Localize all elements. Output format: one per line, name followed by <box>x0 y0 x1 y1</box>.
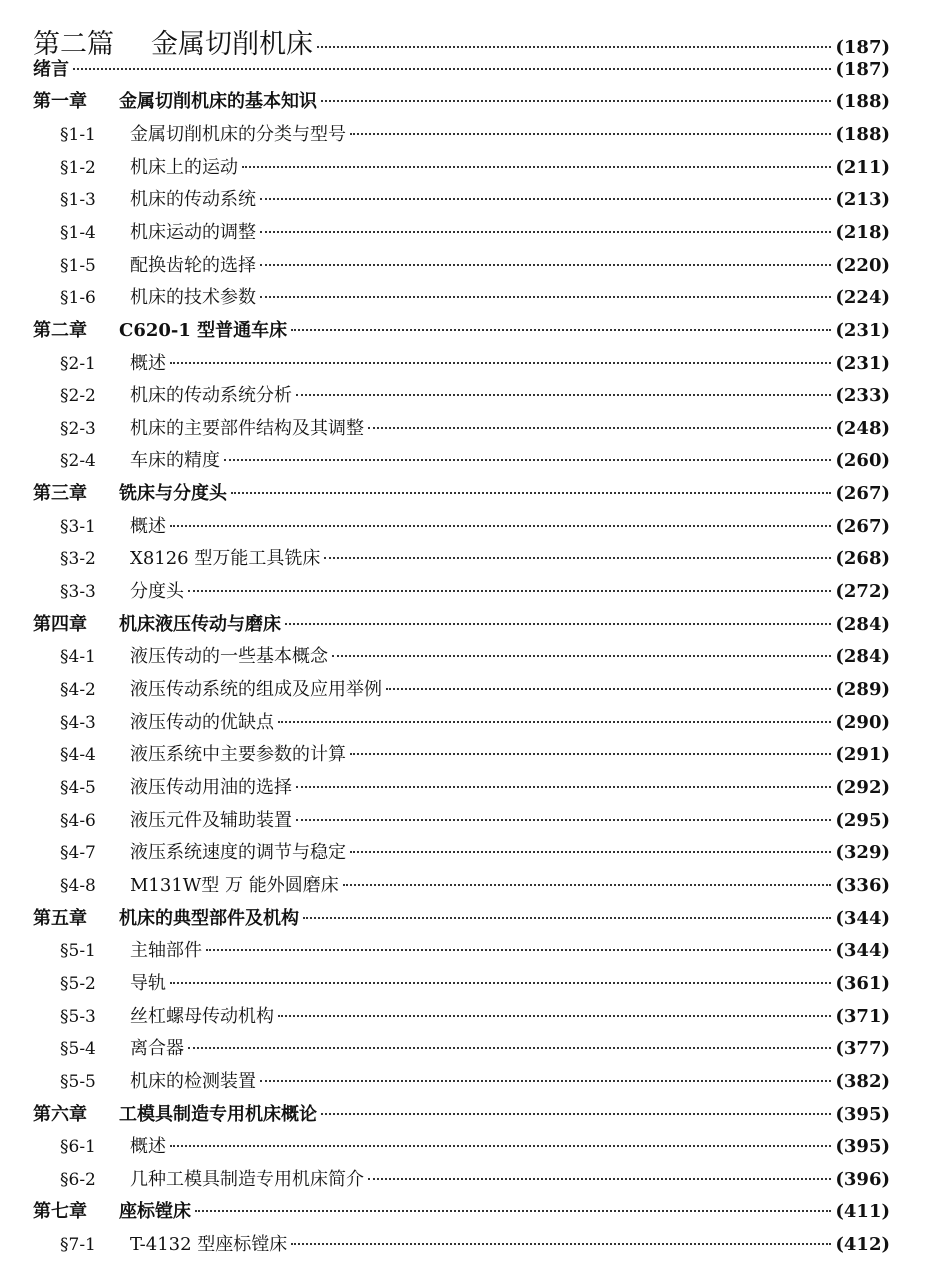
toc-entry-section <box>0 1067 928 1093</box>
toc-entry-chapter <box>0 1100 928 1126</box>
entry-page-number: (396) <box>835 1168 890 1190</box>
entry-number: §2-3 <box>60 418 96 439</box>
entry-page-number: (268) <box>835 548 890 570</box>
entry-number: §5-3 <box>60 1006 96 1027</box>
entry-number: 第二章 <box>33 319 87 341</box>
entry-page-number: (412) <box>835 1234 890 1255</box>
entry-title: T-4132 型座标镗床 <box>130 1234 288 1255</box>
entry-page-number: (284) <box>835 646 890 668</box>
entry-title: 几种工模具制造专用机床简介 <box>130 1168 364 1190</box>
entry-title: 液压传动系统的组成及应用举例 <box>130 679 382 700</box>
toc-entry-section <box>0 1034 928 1060</box>
entry-page-number: (231) <box>835 319 890 341</box>
toc-entry-chapter <box>0 87 928 113</box>
entry-number: §5-4 <box>60 1039 96 1060</box>
entry-title: 丝杠螺母传动机构 <box>130 1005 274 1027</box>
entry-number: §1-2 <box>60 157 96 178</box>
toc-entry-section <box>0 838 928 864</box>
toc-entry-section <box>0 1230 928 1256</box>
entry-title: 导轨 <box>130 972 166 994</box>
entry-number: §6-2 <box>60 1169 96 1190</box>
entry-page-number: (213) <box>835 189 890 211</box>
toc-entry-section <box>0 283 928 309</box>
entry-title: 分度头 <box>130 581 184 602</box>
entry-title: 机床液压传动与磨床 <box>119 613 281 635</box>
entry-number: §3-3 <box>60 582 96 602</box>
entry-title: 工模具制造专用机床概论 <box>119 1103 317 1125</box>
toc-entry-section <box>0 773 928 799</box>
entry-title: C620-1 型普通车床 <box>119 319 288 341</box>
entry-title: 概述 <box>130 515 166 537</box>
dot-leader <box>170 964 831 984</box>
dot-leader <box>343 866 832 886</box>
entry-title: 液压传动用油的选择 <box>130 776 292 798</box>
dot-leader <box>278 997 831 1017</box>
entry-page-number: (361) <box>835 972 890 994</box>
entry-number: §2-2 <box>60 386 96 407</box>
toc-entry-section <box>0 740 928 766</box>
entry-page-number: (284) <box>835 613 890 635</box>
entry-page-number: (395) <box>835 1103 890 1125</box>
entry-title: 机床运动的调整 <box>130 221 256 243</box>
entry-title: 金属切削机床的基本知识 <box>119 91 317 113</box>
dot-leader <box>278 703 831 723</box>
dot-leader <box>260 278 831 298</box>
entry-number: 第四章 <box>33 613 87 635</box>
entry-number: §5-2 <box>60 973 96 994</box>
toc-entry-section <box>0 577 928 603</box>
entry-number: §4-5 <box>60 777 96 798</box>
dot-leader <box>291 311 831 331</box>
dot-leader <box>303 899 831 919</box>
entry-number: 第六章 <box>33 1103 87 1125</box>
entry-page-number: (211) <box>835 156 890 178</box>
entry-number: §4-2 <box>60 680 96 700</box>
entry-page-number: (260) <box>835 450 890 472</box>
toc-entry-section <box>0 185 928 211</box>
dot-leader <box>73 50 831 70</box>
toc-entry-section <box>0 1165 928 1191</box>
toc-entry-section <box>0 349 928 375</box>
toc-entry-section <box>0 381 928 407</box>
toc-entry-chapter <box>0 55 928 81</box>
dot-leader <box>206 931 831 951</box>
entry-number: §4-6 <box>60 810 96 831</box>
entry-title: 液压传动的一些基本概念 <box>130 646 328 668</box>
entry-page-number: (231) <box>835 352 890 374</box>
toc-entry-section <box>0 642 928 668</box>
entry-number: §1-6 <box>60 288 96 309</box>
entry-number: §4-8 <box>60 875 96 896</box>
entry-page-number: (224) <box>835 287 890 309</box>
entry-page-number: (292) <box>835 776 890 798</box>
entry-number: §2-4 <box>60 451 96 472</box>
dot-leader <box>231 474 831 494</box>
dot-leader <box>195 1192 831 1212</box>
toc-entry-chapter <box>0 610 928 636</box>
entry-page-number: (272) <box>835 581 890 602</box>
dot-leader <box>296 376 831 396</box>
dot-leader <box>188 1029 831 1049</box>
dot-leader <box>324 539 831 559</box>
toc-entry-section <box>0 153 928 179</box>
entry-title: 车床的精度 <box>130 450 220 472</box>
entry-page-number: (188) <box>835 91 890 113</box>
entry-number: §1-1 <box>60 124 96 145</box>
entry-title: M131W型 万 能外圆磨床 <box>130 874 339 896</box>
toc-entry-chapter <box>0 1197 928 1223</box>
entry-title: 主轴部件 <box>130 940 202 962</box>
dot-leader <box>317 19 831 48</box>
dot-leader <box>350 115 831 135</box>
entry-page-number: (267) <box>835 483 890 505</box>
dot-leader <box>291 1225 831 1245</box>
dot-leader <box>368 1160 831 1180</box>
entry-title: 配换齿轮的选择 <box>130 254 256 276</box>
entry-page-number: (187) <box>835 58 890 80</box>
entry-title: 绪言 <box>33 58 69 80</box>
entry-title: 座标镗床 <box>119 1201 191 1223</box>
entry-page-number: (336) <box>835 874 890 896</box>
entry-title: 离合器 <box>130 1038 184 1060</box>
toc-entry-section <box>0 251 928 277</box>
entry-number: §1-3 <box>60 190 96 211</box>
entry-page-number: (411) <box>835 1201 890 1223</box>
entry-title: 机床的典型部件及机构 <box>119 907 299 929</box>
dot-leader <box>260 180 831 200</box>
entry-title: 机床的传动系统分析 <box>130 385 292 407</box>
entry-title: 机床上的运动 <box>130 156 238 178</box>
entry-number: §4-1 <box>60 647 96 668</box>
toc-entry-section <box>0 806 928 832</box>
entry-number: §3-2 <box>60 549 96 570</box>
entry-number: 第三章 <box>33 483 87 505</box>
entry-page-number: (377) <box>835 1038 890 1060</box>
dot-leader <box>386 670 831 690</box>
toc-entry-section <box>0 675 928 701</box>
dot-leader <box>321 1095 831 1115</box>
entry-number: §4-4 <box>60 745 96 766</box>
entry-title: 铣床与分度头 <box>119 483 227 505</box>
toc-entry-chapter <box>0 479 928 505</box>
entry-page-number: (289) <box>835 679 890 700</box>
entry-page-number: (371) <box>835 1005 890 1027</box>
dot-leader <box>188 572 831 592</box>
toc-entry-section <box>0 218 928 244</box>
dot-leader <box>296 768 831 788</box>
toc-entry-section <box>0 1132 928 1158</box>
entry-page-number: (187) <box>835 37 890 58</box>
entry-page-number: (382) <box>835 1070 890 1092</box>
entry-title: 液压系统速度的调节与稳定 <box>130 842 346 864</box>
dot-leader <box>170 344 831 364</box>
entry-number: §7-1 <box>60 1235 96 1255</box>
entry-number: §3-1 <box>60 516 96 537</box>
toc-entry-section <box>0 708 928 734</box>
entry-number: §1-4 <box>60 222 96 243</box>
entry-title: 液压传动的优缺点 <box>130 711 274 733</box>
dot-leader <box>170 1127 831 1147</box>
entry-number: §5-1 <box>60 941 96 962</box>
entry-title: 金属切削机床 <box>151 29 313 60</box>
entry-number: 第七章 <box>33 1201 87 1223</box>
entry-number: §1-5 <box>60 255 96 276</box>
entry-page-number: (188) <box>835 123 890 145</box>
entry-title: 机床的技术参数 <box>130 287 256 309</box>
entry-title: 机床的检测装置 <box>130 1070 256 1092</box>
entry-number: §6-1 <box>60 1137 96 1158</box>
dot-leader <box>296 801 831 821</box>
dot-leader <box>224 441 831 461</box>
entry-page-number: (329) <box>835 842 890 864</box>
toc-entry-section <box>0 414 928 440</box>
entry-number: 第一章 <box>33 91 87 113</box>
toc-entry-section <box>0 936 928 962</box>
dot-leader <box>260 246 831 266</box>
entry-page-number: (395) <box>835 1136 890 1158</box>
dot-leader <box>242 148 831 168</box>
entry-number: §4-3 <box>60 712 96 733</box>
entry-number: §5-5 <box>60 1071 96 1092</box>
toc-entry-section <box>0 446 928 472</box>
toc-entry-chapter <box>0 316 928 342</box>
entry-title: 概述 <box>130 352 166 374</box>
entry-number: 第二篇 <box>33 29 114 60</box>
entry-title: 金属切削机床的分类与型号 <box>130 123 346 145</box>
dot-leader <box>368 409 831 429</box>
entry-page-number: (220) <box>835 254 890 276</box>
entry-page-number: (267) <box>835 515 890 537</box>
dot-leader <box>321 82 831 102</box>
toc-entry-section <box>0 544 928 570</box>
entry-title: 概述 <box>130 1136 166 1158</box>
entry-page-number: (248) <box>835 417 890 439</box>
entry-page-number: (295) <box>835 809 890 831</box>
toc-entry-section <box>0 512 928 538</box>
entry-page-number: (344) <box>835 907 890 929</box>
entry-title: 液压系统中主要参数的计算 <box>130 744 346 766</box>
entry-page-number: (290) <box>835 711 890 733</box>
entry-page-number: (291) <box>835 744 890 766</box>
entry-title: 液压元件及辅助装置 <box>130 809 292 831</box>
entry-page-number: (233) <box>835 385 890 407</box>
entry-title: X8126 型万能工具铣床 <box>130 548 321 570</box>
entry-number: §4-7 <box>60 843 96 864</box>
dot-leader <box>260 1062 831 1082</box>
dot-leader <box>285 605 831 625</box>
entry-number: §2-1 <box>60 353 96 374</box>
toc-entry-section <box>0 969 928 995</box>
entry-page-number: (344) <box>835 940 890 962</box>
entry-page-number: (218) <box>835 221 890 243</box>
toc-entry-section <box>0 1002 928 1028</box>
toc-entry-section <box>0 120 928 146</box>
entry-number: 第五章 <box>33 907 87 929</box>
dot-leader <box>170 507 831 527</box>
dot-leader <box>350 735 831 755</box>
dot-leader <box>332 637 831 657</box>
dot-leader <box>350 833 831 853</box>
toc-entry-section <box>0 871 928 897</box>
toc-entry-chapter <box>0 904 928 930</box>
entry-title: 机床的主要部件结构及其调整 <box>130 417 364 439</box>
entry-title: 机床的传动系统 <box>130 189 256 211</box>
dot-leader <box>260 213 831 233</box>
